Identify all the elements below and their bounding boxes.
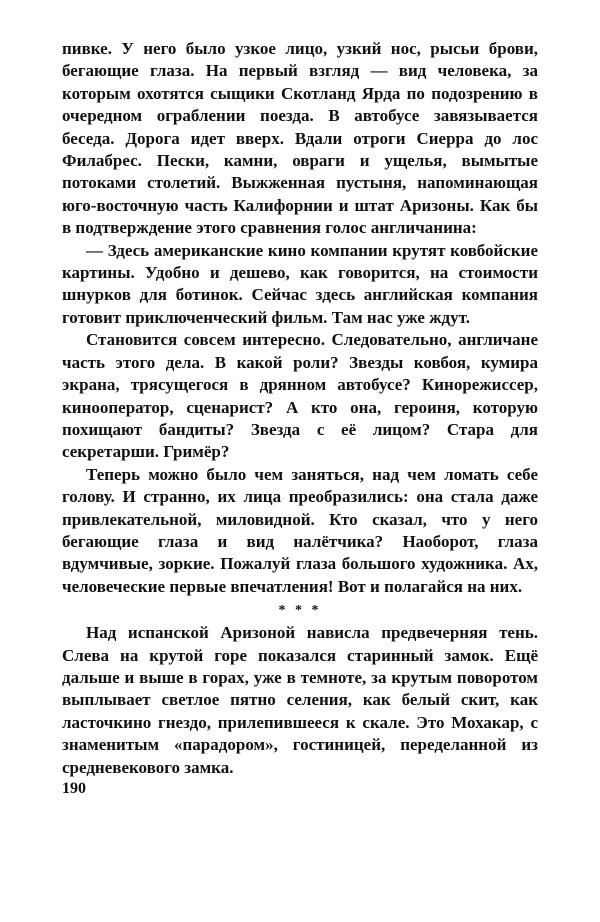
paragraph-2: — Здесь американские кино компании крутят ковбойские картины. Удобно и дешево, как говорится, на стоимости шнурков для ботинок. Сейчас здесь английская компания готовит приключенческий фильм. Там нас уже ждут. xyxy=(62,240,538,327)
body-text xyxy=(62,38,538,779)
paragraph-3: Становится совсем интересно. Следовательно, англичане часть этого дела. В какой роли? Звезды ковбоя, кумира экрана, трясущегося в дрянном автобусе? Кинорежиссер, кинооператор, сценарист? А кто она, героиня, которую похищают бандиты? Звезда с её лицом? Стара для секретарши. Гримёр? xyxy=(62,330,538,462)
paragraph-1: пивке. У него было узкое лицо, узкий нос, рысьи брови, бегающие глаза. На первый взгляд — вид человека, за которым охотятся сыщики Скотланд Ярда по подозрению в очередном ограблении поезда. В автобусе завязывается беседа. Дорога идет вверх. Вдали отроги Сиерра до лос Филабрес. Пески, камни, овраги и ущелья, вымытые потоками столетий. Выжженная пустыня, напоминающая юго-восточную часть Калифорнии и штат Аризоны. Как бы в подтверждение этого сравнения голос англичанина: xyxy=(62,39,538,238)
paragraph-5: Над испанской Аризоной нависла предвечерняя тень. Слева на крутой горе показался старинный замок. Ещё дальше и выше в горах, уже в темноте, за крутым поворотом выплывает светлое пятно селения, как белый скит, как ласточкино гнездо, прилепившееся к скале. Это Мохакар, с знаменитым «парадором», гостиницей, переделанной из средневекового замка. xyxy=(62,623,538,777)
section-separator: * * * xyxy=(278,603,322,619)
page-number: 190 xyxy=(62,780,86,797)
paragraph-4: Теперь можно было чем заняться, над чем ломать себе голову. И странно, их лица преобразились: она стала даже привлекательной, миловидной. Кто сказал, что у него бегающие глаза и вид налётчика? Наоборот, глаза вдумчивые, зоркие. Пожалуй глаза большого художника. Ах, человеческие первые впечатления! Вот и полагайся на них. xyxy=(62,464,538,596)
